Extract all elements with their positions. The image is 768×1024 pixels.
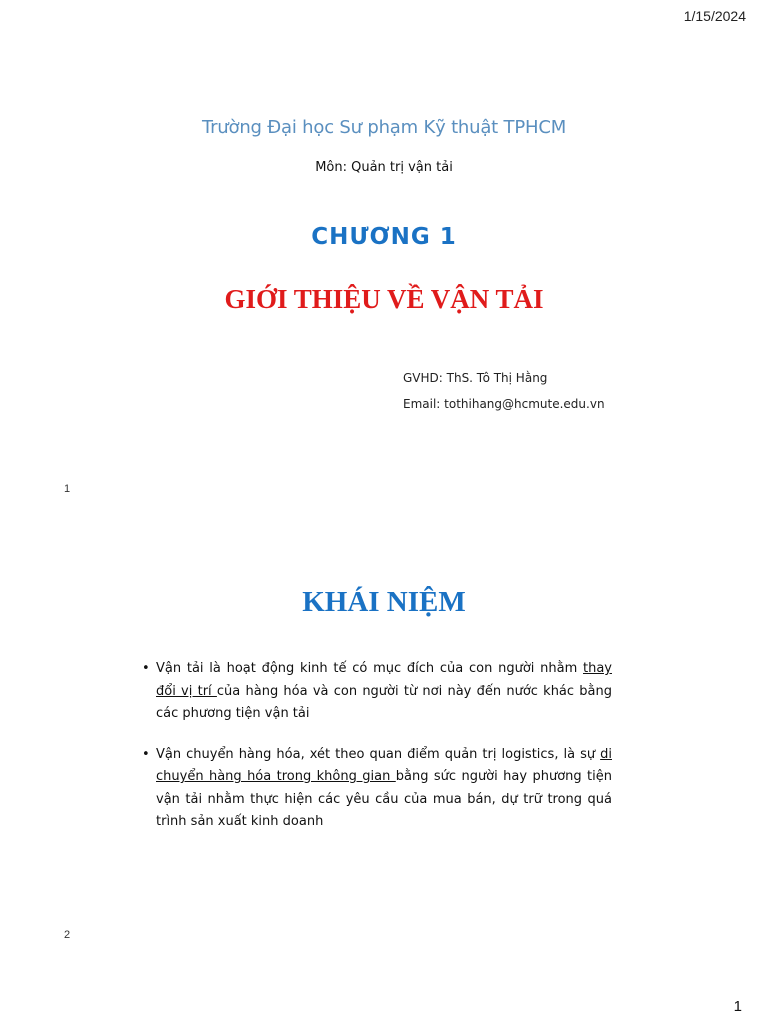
slide-number-1: 1 [64,483,71,495]
bullet-underlined-text: thay đổi vị trí [156,661,612,699]
chapter-title: GIỚI THIỆU VỀ VẬN TẢI [224,284,544,314]
chapter-label: CHƯƠNG 1 [311,224,457,250]
bullet-underlined-text: di chuyển hàng hóa trong không gian [156,746,612,784]
bullet-icon: • [142,661,150,676]
bullet-text: của hàng hóa và con người từ nơi này đến nước khác bằng các phương tiện vận tải [156,683,612,721]
concept-title: KHÁI NIỆM [302,586,466,618]
school-name: Trường Đại học Sư phạm Kỹ thuật TPHCM [201,117,567,138]
bullet-icon: • [142,746,150,762]
concept-bullet-list [142,658,612,834]
slide-number-2: 2 [64,929,71,941]
bullet-text: bằng sức người hay phương tiện vận tải nhằm thực hiện các yêu cầu của mua bán, dự trữ trong quá trình sản xuất kinh doanh [156,769,612,829]
instructor-line: GVHD: ThS. Tô Thị Hằng [403,371,548,385]
bullet-item [142,744,612,834]
print-date: 1/15/2024 [683,8,746,24]
slide-1 [0,100,768,460]
bullet-item [142,658,612,726]
bullet-text: Vận chuyển hàng hóa, xét theo quan điểm quản trị logistics, là sự [156,746,601,762]
page-number: 1 [733,998,742,1015]
subject-name: Môn: Quản trị vận tải [315,160,453,175]
slide-2 [0,570,768,870]
bullet-text: Vận tải là hoạt động kinh tế có mục đích của con người nhằm [156,661,583,676]
email-line: Email: tothihang@hcmute.edu.vn [403,397,605,411]
